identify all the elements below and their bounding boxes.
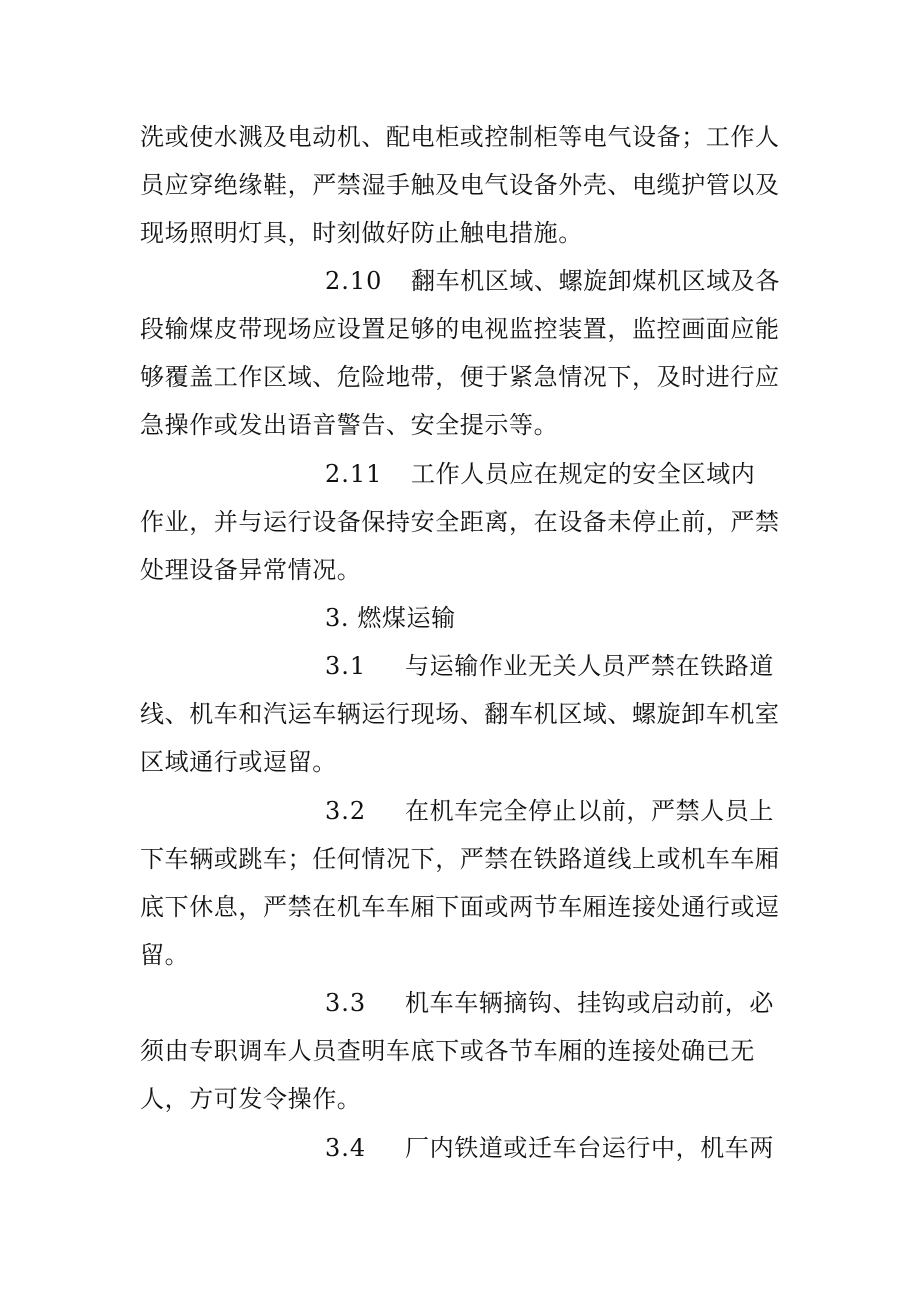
- text-line: 下车辆或跳车；任何情况下，严禁在铁路道线上或机车车厢: [140, 845, 780, 873]
- clause-2-11: [325, 454, 755, 494]
- clause-text: 翻车机区域、螺旋卸煤机区域及各: [411, 267, 780, 295]
- text-line: 现场照明灯具，时刻做好防止触电措施。: [140, 219, 583, 247]
- clause-text: 机车车辆摘钩、挂钩或启动前，必: [405, 989, 774, 1017]
- text-line: 底下休息，严禁在机车车厢下面或两节车厢连接处通行或逗: [140, 893, 780, 921]
- clause-3-1: [325, 646, 774, 686]
- clause-3-2: [325, 791, 774, 831]
- text-line: 作业，并与运行设备保持安全距离，在设备未停止前，严禁: [140, 508, 780, 536]
- text-line: 段输煤皮带现场应设置足够的电视监控装置，监控画面应能: [140, 315, 780, 343]
- clause-number: 3.1: [325, 652, 367, 680]
- text-line: 处理设备异常情况。: [140, 556, 362, 584]
- text-line: 够覆盖工作区域、危险地带，便于紧急情况下，及时进行应: [140, 363, 780, 391]
- clause-number: 3.2: [325, 797, 367, 825]
- clause-text: 在机车完全停止以前，严禁人员上: [405, 797, 774, 825]
- clause-text: 厂内铁道或迁车台运行中，机车两: [405, 1134, 774, 1162]
- text-line: 留。: [140, 941, 190, 969]
- text-line: 线、机车和汽运车辆运行现场、翻车机区域、螺旋卸车机室: [140, 700, 780, 728]
- clause-3-3: [325, 983, 774, 1023]
- clause-2-10: [325, 261, 780, 301]
- clause-text: 与运输作业无关人员严禁在铁路道: [405, 652, 774, 680]
- text-line: 急操作或发出语音警告、安全提示等。: [140, 411, 559, 439]
- clause-3-4: [325, 1128, 774, 1168]
- text-line: 洗或使水溅及电动机、配电柜或控制柜等电气设备；工作人: [140, 123, 780, 151]
- section-heading: 3. 燃煤运输: [325, 604, 456, 632]
- clause-number: 2.11: [325, 460, 383, 488]
- text-line: 人，方可发令操作。: [140, 1085, 362, 1113]
- clause-number: 3.4: [325, 1134, 367, 1162]
- text-line: 区域通行或逗留。: [140, 748, 337, 776]
- clause-number: 3.3: [325, 989, 367, 1017]
- text-line: 须由专职调车人员查明车底下或各节车厢的连接处确已无: [140, 1037, 755, 1065]
- clause-text: 工作人员应在规定的安全区域内: [411, 460, 756, 488]
- text-line: 员应穿绝缘鞋，严禁湿手触及电气设备外壳、电缆护管以及: [140, 171, 780, 199]
- clause-number: 2.10: [325, 267, 383, 295]
